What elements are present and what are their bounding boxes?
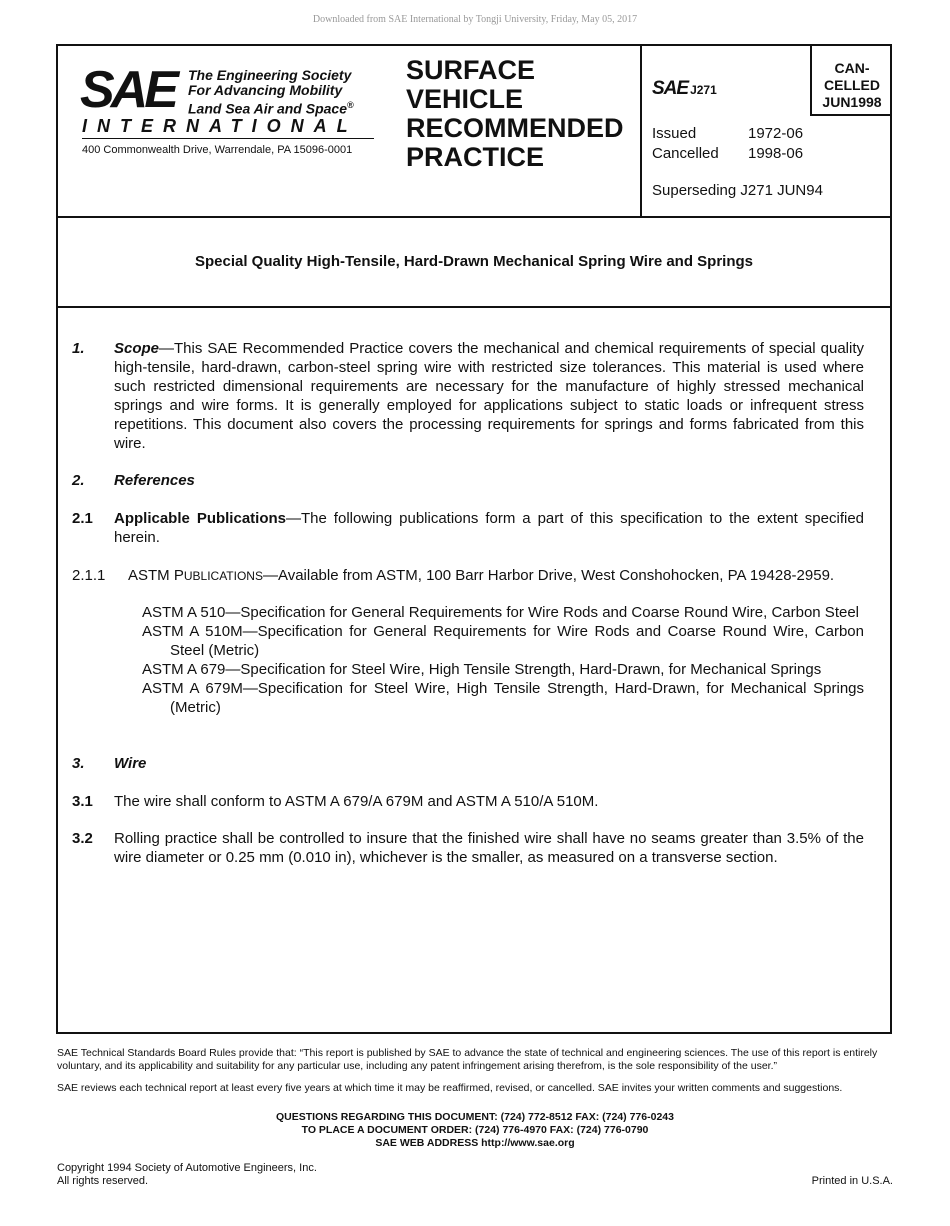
header [58,46,890,218]
cancelled-status-box: CAN- CELLED JUN1998 [810,46,892,116]
document-frame: SAE The Engineering Society For Advancing Mobility Land Sea Air and Space® INTERNATIONAL 400 Commonwealth Drive, Warrendale, PA 15096-0001 SURFACE VEHICLE RECOMMENDED PRACTICE SAE J271 CAN- CELLED JUN1998 Issued 1972-06 Cancelled 1998-06 Superseding J271 JUN94 Special Quality High-Tensile, Hard-Drawn Mechanical Spring Wire and Springs 1. Scope—This SAE Recommended Practice covers the mechanical and chemical requirements of special quality high-tensile, hard-drawn, carbon-steel spring wire with restricted size tolerances. This material is used where such restricted dimensional requirements are necessary for the manufacture of highly stressed mechanical springs and wire forms. It is generally employed for applications subject to static loads or infrequent stress repetitions. This document also covers the processing requirements for springs and forms fabricated from this wire. 2. References 2.1 Applicable Publications—The following publications form a part of this specification to the extent specified herein. 2.1.1 ASTM PUBLICATIONS—Available from ASTM, 100 Barr Harbor Drive, West Conshohocken, PA 19428-2959. ASTM A 510—Specification for General Requirements for Wire Rods and Coarse Round Wire, Carbon Steel ASTM A 510M—Specification for General Requirements for Wire Rods and Coarse Round Wire, Carbon Steel (Metric) ASTM A 679—Specification for Steel Wire, High Tensile Strength, Hard-Drawn, for Mechanical Springs ASTM A 679M—Specification for Steel Wire, High Tensile Strength, Hard-Drawn, for Mechanical Springs (Metric) 3. Wire 3.1 The wire shall conform to ASTM A 679/A 679M and ASTM A 510/A 510M. 3.2 Rolling practice shall be controlled to insure that the finished wire shall have no seams greater than 3.5% of the wire diameter or 0.25 mm (0.010 in), whichever is the smaller, as measured on a transverse section. [56,44,892,1034]
publication-list [142,603,864,717]
contact-info: QUESTIONS REGARDING THIS DOCUMENT: (724) 772-8512 FAX: (724) 776-0243 TO PLACE A DOCUMENT ORDER: (724) 776-4970 FAX: (724) 776-0790 SAE WEB ADDRESS http://www.sae.org [276,1111,674,1149]
printed-note: Printed in U.S.A. [811,1175,893,1187]
report-type-title: SURFACE VEHICLE RECOMMENDED PRACTICE [406,55,624,172]
sae-tagline: The Engineering Society For Advancing Mobility Land Sea Air and Space® [188,67,354,117]
rules-note: SAE Technical Standards Board Rules provide that: “This report is published by SAE to advance the state of technical and engineering sciences. The use of this report is entirely voluntary, and its applicability and suitability for any particular use, including any patent infringement arising therefrom, is the sole responsibility of the user.” [57,1047,878,1072]
copyright: Copyright 1994 Society of Automotive Engineers, Inc. All rights reserved. [57,1162,317,1187]
document-info-block [640,46,892,216]
sae-small-logo-icon: SAE [652,78,689,99]
list-item: ASTM A 679—Specification for Steel Wire, High Tensile Strength, Hard-Drawn, for Mechanical Springs [142,661,822,678]
review-note: SAE reviews each technical report at least every five years at which time it may be reaffirmed, revised, or cancelled. SAE invites your written comments and suggestions. [57,1082,843,1094]
download-note: Downloaded from SAE International by Tongji University, Friday, May 05, 2017 [312,14,638,25]
date-info: Issued 1972-06 Cancelled 1998-06 [652,125,804,162]
address: 400 Commonwealth Drive, Warrendale, PA 15096-0001 [82,144,353,156]
sae-logo-block [80,61,400,176]
sae-logo-icon: SAE [80,61,175,119]
international-wordmark: INTERNATIONAL [82,116,374,139]
list-item: ASTM A 679M—Specification for Steel Wire, High Tensile Strength, Hard-Drawn, for Mechanical Springs (Metric) [142,680,864,716]
document-title: Special Quality High-Tensile, Hard-Drawn Mechanical Spring Wire and Springs [58,216,890,308]
superseding-note: Superseding J271 JUN94 [652,182,823,199]
document-number: SAE J271 [652,78,717,99]
list-item: ASTM A 510M—Specification for General Requirements for Wire Rods and Coarse Round Wire, Carbon Steel (Metric) [142,623,864,659]
footer [57,1047,893,1149]
list-item: ASTM A 510—Specification for General Requirements for Wire Rods and Coarse Round Wire, Carbon Steel [142,604,859,621]
